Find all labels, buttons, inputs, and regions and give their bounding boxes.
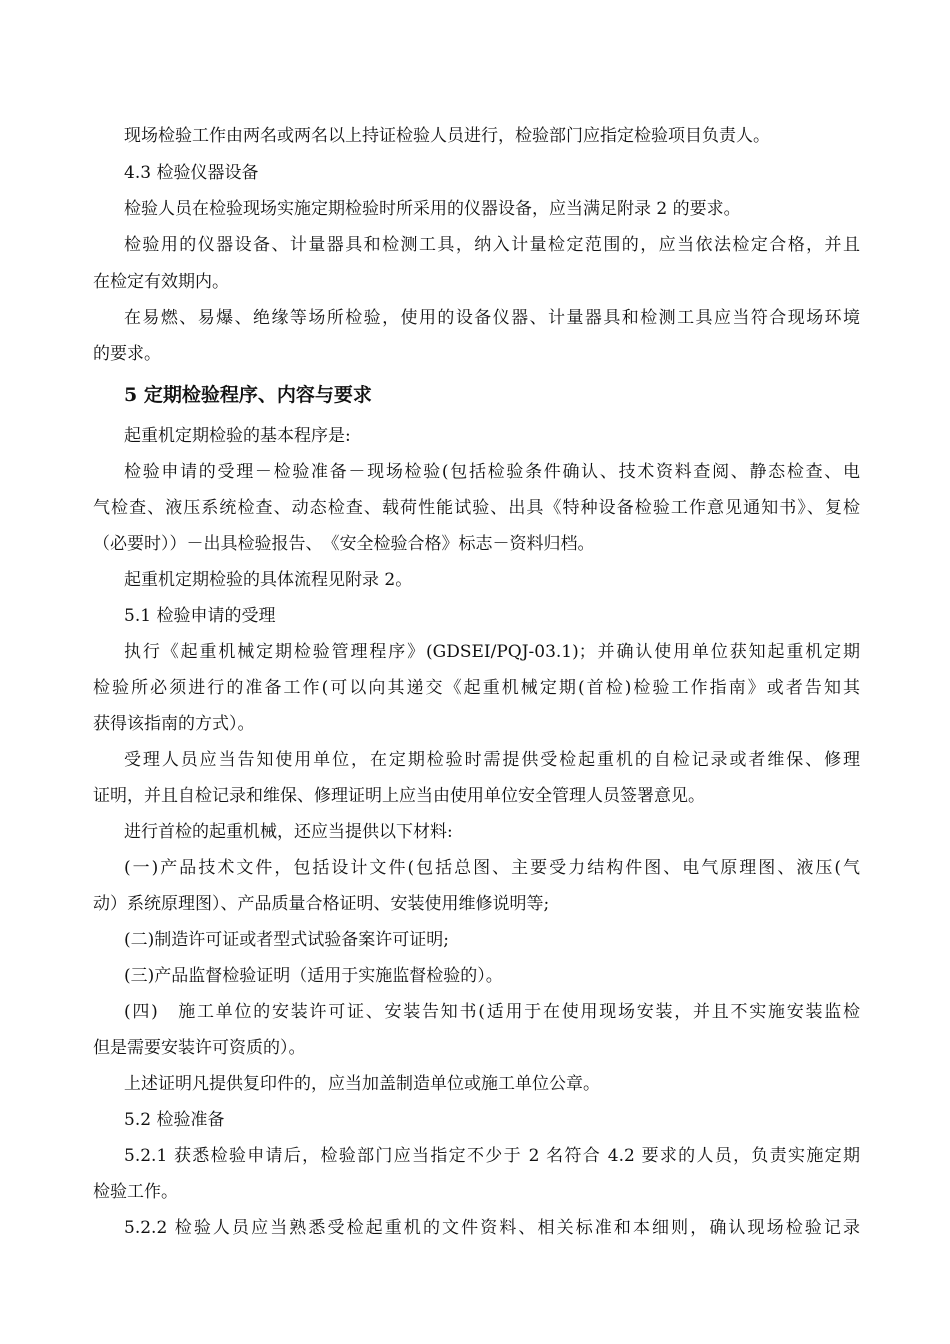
paragraph-line: 动）系统原理图）、产品质量合格证明、安装使用维修说明等; (93, 894, 550, 914)
paragraph-line: 5.2.1 获悉检验申请后，检验部门应当指定不少于 2 名符合 4.2 要求的人员，负责实施定期 (124, 1146, 860, 1166)
section-heading-5-1: 5.1 检验申请的受理 (124, 606, 276, 626)
paragraph-line: 证明，并且自检记录和维保、修理证明上应当由使用单位安全管理人员签署意见。 (93, 786, 705, 806)
paragraph-line: 检验所必须进行的准备工作(可以向其递交《起重机械定期(首检)检验工作指南》或者告知其 (93, 678, 860, 698)
paragraph-line: 气检查、液压系统检查、动态检查、载荷性能试验、出具《特种设备检验工作意见通知书》、复检 (93, 498, 860, 518)
paragraph-line: 起重机定期检验的具体流程见附录 2。 (124, 570, 413, 590)
paragraph-line: (四) 施工单位的安装许可证、安装告知书(适用于在使用现场安装，并且不实施安装监检 (124, 1002, 860, 1022)
paragraph-line: (一)产品技术文件，包括设计文件(包括总图、主要受力结构件图、电气原理图、液压(气 (124, 858, 860, 878)
paragraph-line: 检验工作。 (93, 1182, 178, 1202)
paragraph-line: (二)制造许可证或者型式试验备案许可证明; (124, 930, 449, 950)
paragraph-line: 检验申请的受理－检验准备－现场检验(包括检验条件确认、技术资料查阅、静态检查、电 (124, 462, 860, 482)
paragraph-line: 在检定有效期内。 (93, 272, 229, 292)
paragraph-line: 起重机定期检验的基本程序是: (124, 426, 351, 446)
paragraph-line: (三)产品监督检验证明（适用于实施监督检验的）。 (124, 966, 503, 986)
paragraph-line: 上述证明凡提供复印件的，应当加盖制造单位或施工单位公章。 (124, 1074, 600, 1094)
paragraph-line: 5.2.2 检验人员应当熟悉受检起重机的文件资料、相关标准和本细则，确认现场检验记录 (124, 1218, 860, 1238)
paragraph-line: 执行《起重机械定期检验管理程序》(GDSEI/PQJ-03.1)；并确认使用单位获知起重机定期 (124, 642, 860, 662)
paragraph-line: 受理人员应当告知使用单位，在定期检验时需提供受检起重机的自检记录或者维保、修理 (124, 750, 860, 770)
paragraph-line: 检验用的仪器设备、计量器具和检测工具，纳入计量检定范围的，应当依法检定合格，并且 (124, 235, 860, 255)
paragraph-line: 现场检验工作由两名或两名以上持证检验人员进行，检验部门应指定检验项目负责人。 (124, 126, 770, 146)
paragraph-line: 的要求。 (93, 344, 161, 364)
paragraph-line: 在易燃、易爆、绝缘等场所检验，使用的设备仪器、计量器具和检测工具应当符合现场环境 (124, 308, 860, 328)
section-heading-5: 5 定期检验程序、内容与要求 (124, 384, 372, 406)
paragraph-line: 进行首检的起重机械，还应当提供以下材料: (124, 822, 453, 842)
paragraph-line: 但是需要安装许可资质的）。 (93, 1038, 306, 1058)
section-heading-5-2: 5.2 检验准备 (124, 1110, 225, 1130)
paragraph-line: 检验人员在检验现场实施定期检验时所采用的仪器设备，应当满足附录 2 的要求。 (124, 199, 741, 219)
paragraph-line: 获得该指南的方式）。 (93, 714, 255, 734)
paragraph-line: （必要时））－出具检验报告、 《安全检验合格》标志－资料归档。 (93, 534, 595, 554)
section-heading-4-3: 4.3 检验仪器设备 (124, 163, 259, 183)
